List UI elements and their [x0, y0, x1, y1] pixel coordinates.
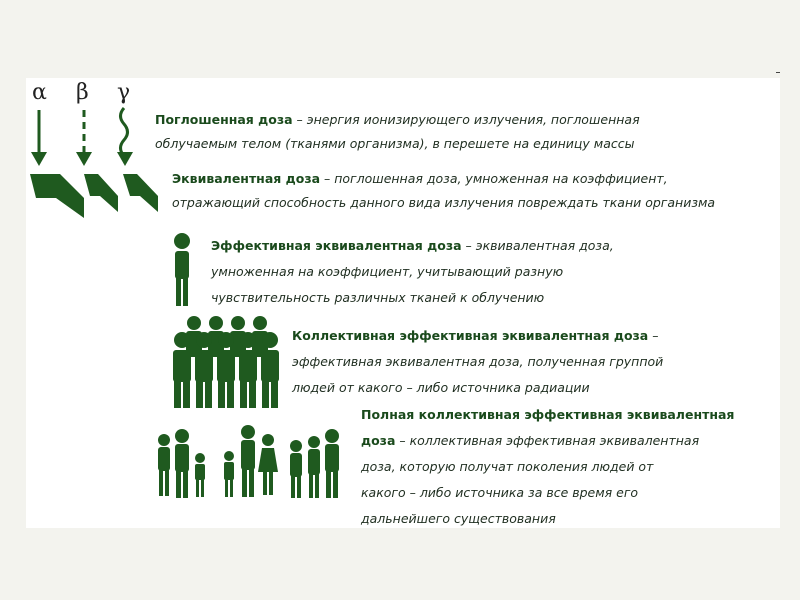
collective-dose-definition: [292, 323, 663, 401]
absorbed-dose-definition: [155, 107, 640, 155]
absorbed-dose-term: Поглошенная доза: [155, 112, 293, 127]
people-generations-icon: [158, 425, 339, 498]
effective-dose-term: Эффективная эквивалентная доза: [211, 238, 462, 253]
gamma-symbol: γ: [117, 80, 131, 105]
total-collective-dose-text-3: какого – либо источника за все время его: [361, 485, 639, 500]
total-collective-dose-line-0: [361, 402, 734, 428]
absorbed-dose-line-1: [155, 107, 640, 133]
total-collective-dose-text-1: – коллективная эффективная эквивалентная: [395, 433, 700, 448]
total-collective-dose-definition: [361, 402, 734, 532]
equivalent-dose-text-2: отражающий способность данного вида излучения повреждать ткани организма: [172, 195, 716, 210]
collective-dose-text-2: эффективная эквивалентная доза, полученная группой: [292, 354, 664, 369]
absorbed-dose-text-1: – энергия ионизирующего излучения, поглошенная: [292, 112, 640, 127]
total-collective-dose-text-2: доза, которую получат поколения людей от: [361, 459, 654, 474]
alpha-symbol: α: [32, 80, 47, 105]
total-collective-dose-line-1: [361, 428, 734, 454]
collective-dose-text-3: людей от какого – либо источника радиации: [292, 380, 590, 395]
people-group-icon: [173, 316, 279, 408]
collective-dose-term: Коллективная эффективная эквивалентная доза: [292, 328, 649, 343]
total-collective-dose-text-4: дальнейшего существования: [361, 511, 556, 526]
equivalent-dose-term: Эквивалентная доза: [172, 171, 321, 186]
collective-dose-text-1: –: [648, 328, 659, 343]
effective-dose-line-1: [211, 233, 614, 259]
person-single-icon: [174, 233, 190, 306]
total-collective-dose-term-2: доза: [361, 433, 396, 448]
effective-dose-text-1: – эквивалентная доза,: [461, 238, 614, 253]
effective-dose-text-2: умноженная на коэффициент, учитывающий разную: [211, 264, 564, 279]
equivalent-dose-text-1: – поглошенная доза, умноженная на коэффициент,: [320, 171, 668, 186]
alpha-arrow-icon: [30, 110, 84, 218]
total-collective-dose-term: Полная коллективная эффективная эквивалентная: [361, 407, 735, 422]
absorbed-dose-text-2: облучаемым телом (тканями организма), в перешете на единицу массы: [155, 136, 635, 151]
equivalent-dose-line-1: [172, 166, 715, 192]
equivalent-dose-definition: [172, 166, 715, 214]
collective-dose-line-1: [292, 323, 663, 349]
beta-symbol: β: [76, 80, 89, 105]
gamma-arrow-icon: [117, 108, 158, 212]
effective-dose-definition: [211, 233, 614, 311]
effective-dose-text-3: чувствительность различных тканей к облучению: [211, 290, 545, 305]
